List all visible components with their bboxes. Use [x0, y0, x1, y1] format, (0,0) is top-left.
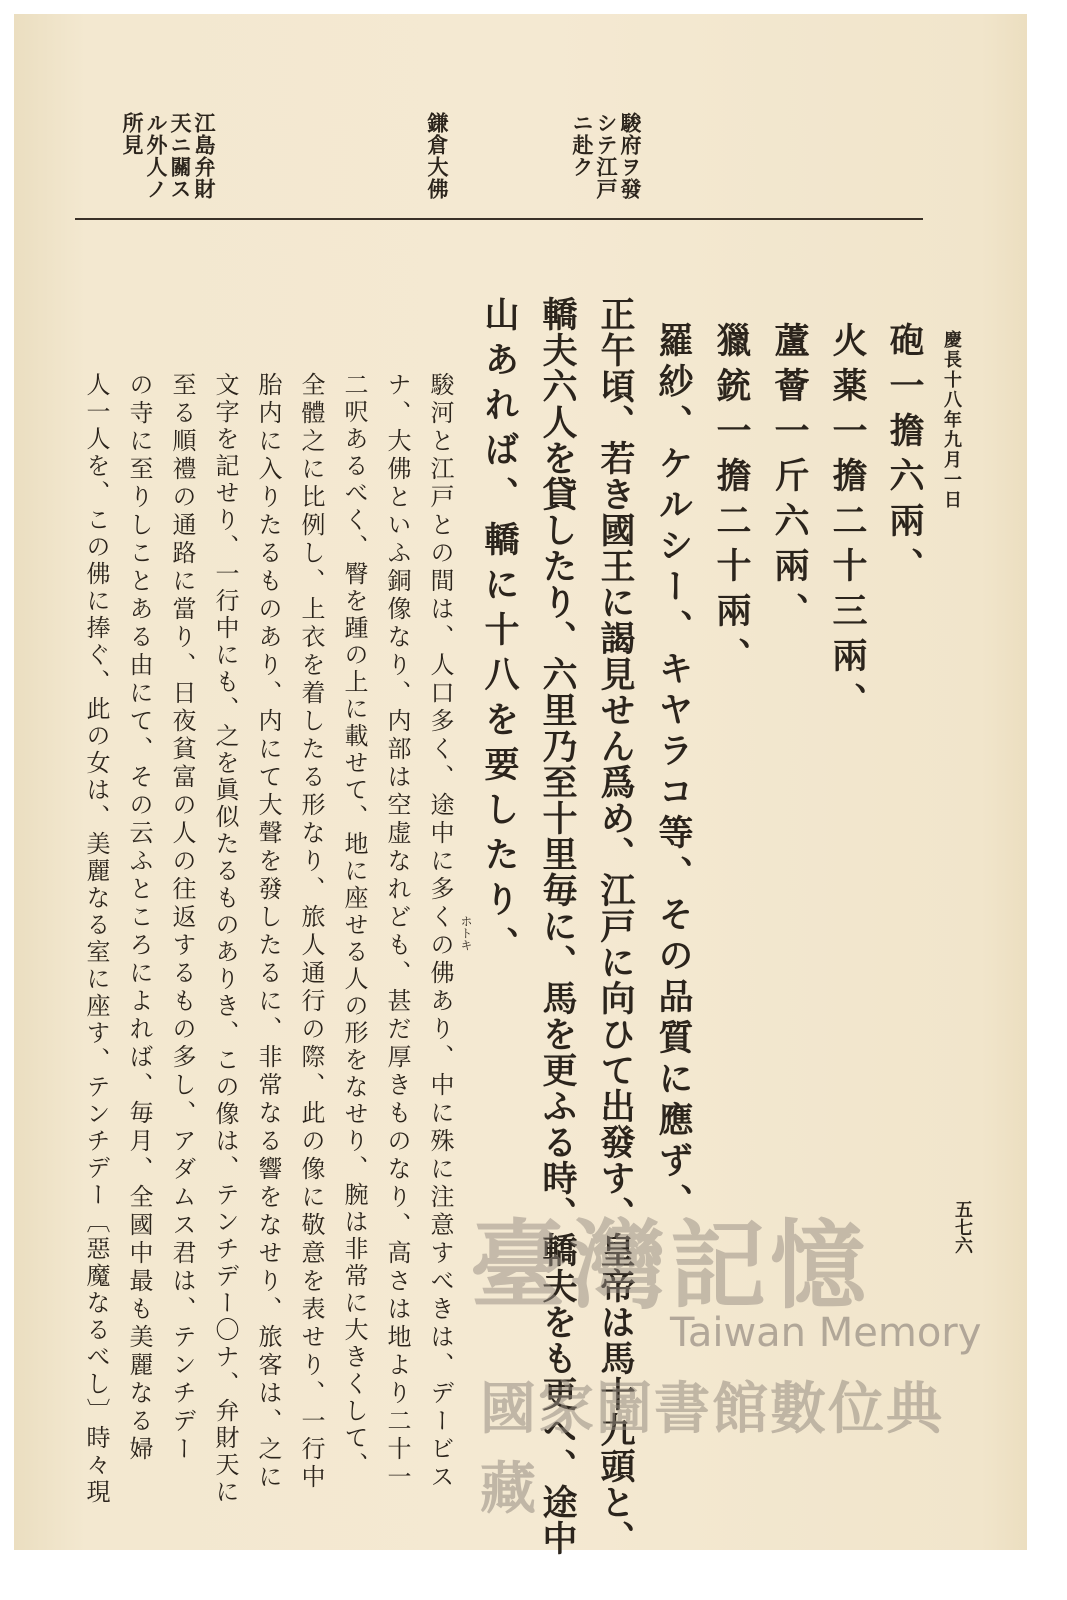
- small-line-9: 人一人を、この佛に捧ぐ、此の女は、美麗なる室に座す、テンチデー〔惡魔なるべし〕時々現: [82, 372, 110, 1506]
- main-line-3: 蘆薈一斤六兩、: [769, 322, 810, 637]
- small-line-1: 駿河と江戸との間は、人口多く、途中に多くの佛あり、中に殊に注意すべきは、デービス: [426, 372, 454, 1492]
- running-title: 慶長十八年九月一日: [941, 330, 962, 510]
- small-line-8: の寺に至りしことある由にて、その云ふところによれば、毎月、全國中最も美麗なる婦: [125, 372, 153, 1464]
- gloss-line-7: ル外人ノ: [144, 112, 169, 200]
- main-line-2: 火薬一擔二十三兩、: [827, 322, 868, 727]
- main-line-1: 砲一擔六兩、: [884, 322, 925, 592]
- scan-margin-left: [0, 0, 14, 1600]
- scan-margin-bottom: [0, 1550, 1067, 1600]
- watermark-subtitle-en: Taiwan Memory: [670, 1310, 982, 1356]
- taiwan-memory-watermark: [470, 1190, 990, 1522]
- watermark-title: 臺灣記憶: [470, 1210, 870, 1322]
- main-line-4: 獵銃一擔二十兩、: [711, 322, 752, 682]
- main-line-8: 山あれば、轎に十八を要したり、: [479, 296, 520, 971]
- gloss-line-8: 所見: [120, 112, 145, 156]
- main-line-7: 轎夫六人を貸したり、六里乃至十里毎に、馬を更ふる時、轎夫をも更へ、途中: [537, 296, 578, 1556]
- gloss-line-4: 鎌倉大佛: [425, 112, 450, 200]
- gloss-line-6: 天ニ關ス: [168, 112, 193, 200]
- header-rule: [75, 218, 923, 220]
- watermark-subtitle-cn: 國家圖書館數位典藏: [480, 1377, 944, 1522]
- main-line-5: 羅紗、ケルシー、キヤラコ等、その品質に應ず、: [653, 322, 694, 1224]
- gloss-line-5: 江島弁財: [192, 112, 217, 200]
- gloss-line-1: 駿府ヲ發: [618, 112, 643, 200]
- small-line-4: 全體之に比例し、上衣を着したる形なり、旅人通行の際、此の像に敬意を表せり、一行中: [297, 372, 325, 1492]
- gloss-line-2: シテ江戸: [594, 112, 619, 200]
- small-line-5: 胎内に入りたるものあり、内にて大聲を發したるに、非常なる響をなせり、旅客は、之に: [254, 372, 282, 1492]
- gloss-line-3: ニ赴ク: [570, 112, 595, 178]
- small-line-3: 二呎あるべく、臀を踵の上に載せて、地に座せる人の形をなせり、腕は非常に大きくして、: [340, 372, 368, 1479]
- small-line-2: ナ、大佛といふ銅像なり、内部は空虚なれども、甚だ厚きものなり、高さは地より二十一: [383, 372, 411, 1492]
- scan-margin-top: [0, 0, 1067, 14]
- page-number: 五七六: [952, 1200, 973, 1254]
- small-line-6: 文字を記せり、一行中にも、之を眞似たるものありき、この像は、テンチデー〇ナ、弁財天に: [211, 372, 239, 1506]
- main-line-6: 正午頃、若き國王に謁見せん爲め、江戸に向ひて出發す、皇帝は馬十九頭と、: [595, 296, 636, 1556]
- small-line-7: 至る順禮の通路に當り、日夜貧富の人の往返するもの多し、アダムス君は、テンチデー: [168, 372, 196, 1464]
- scan-margin-right: [1027, 0, 1067, 1600]
- ruby-annotation: ホトキ: [459, 915, 473, 951]
